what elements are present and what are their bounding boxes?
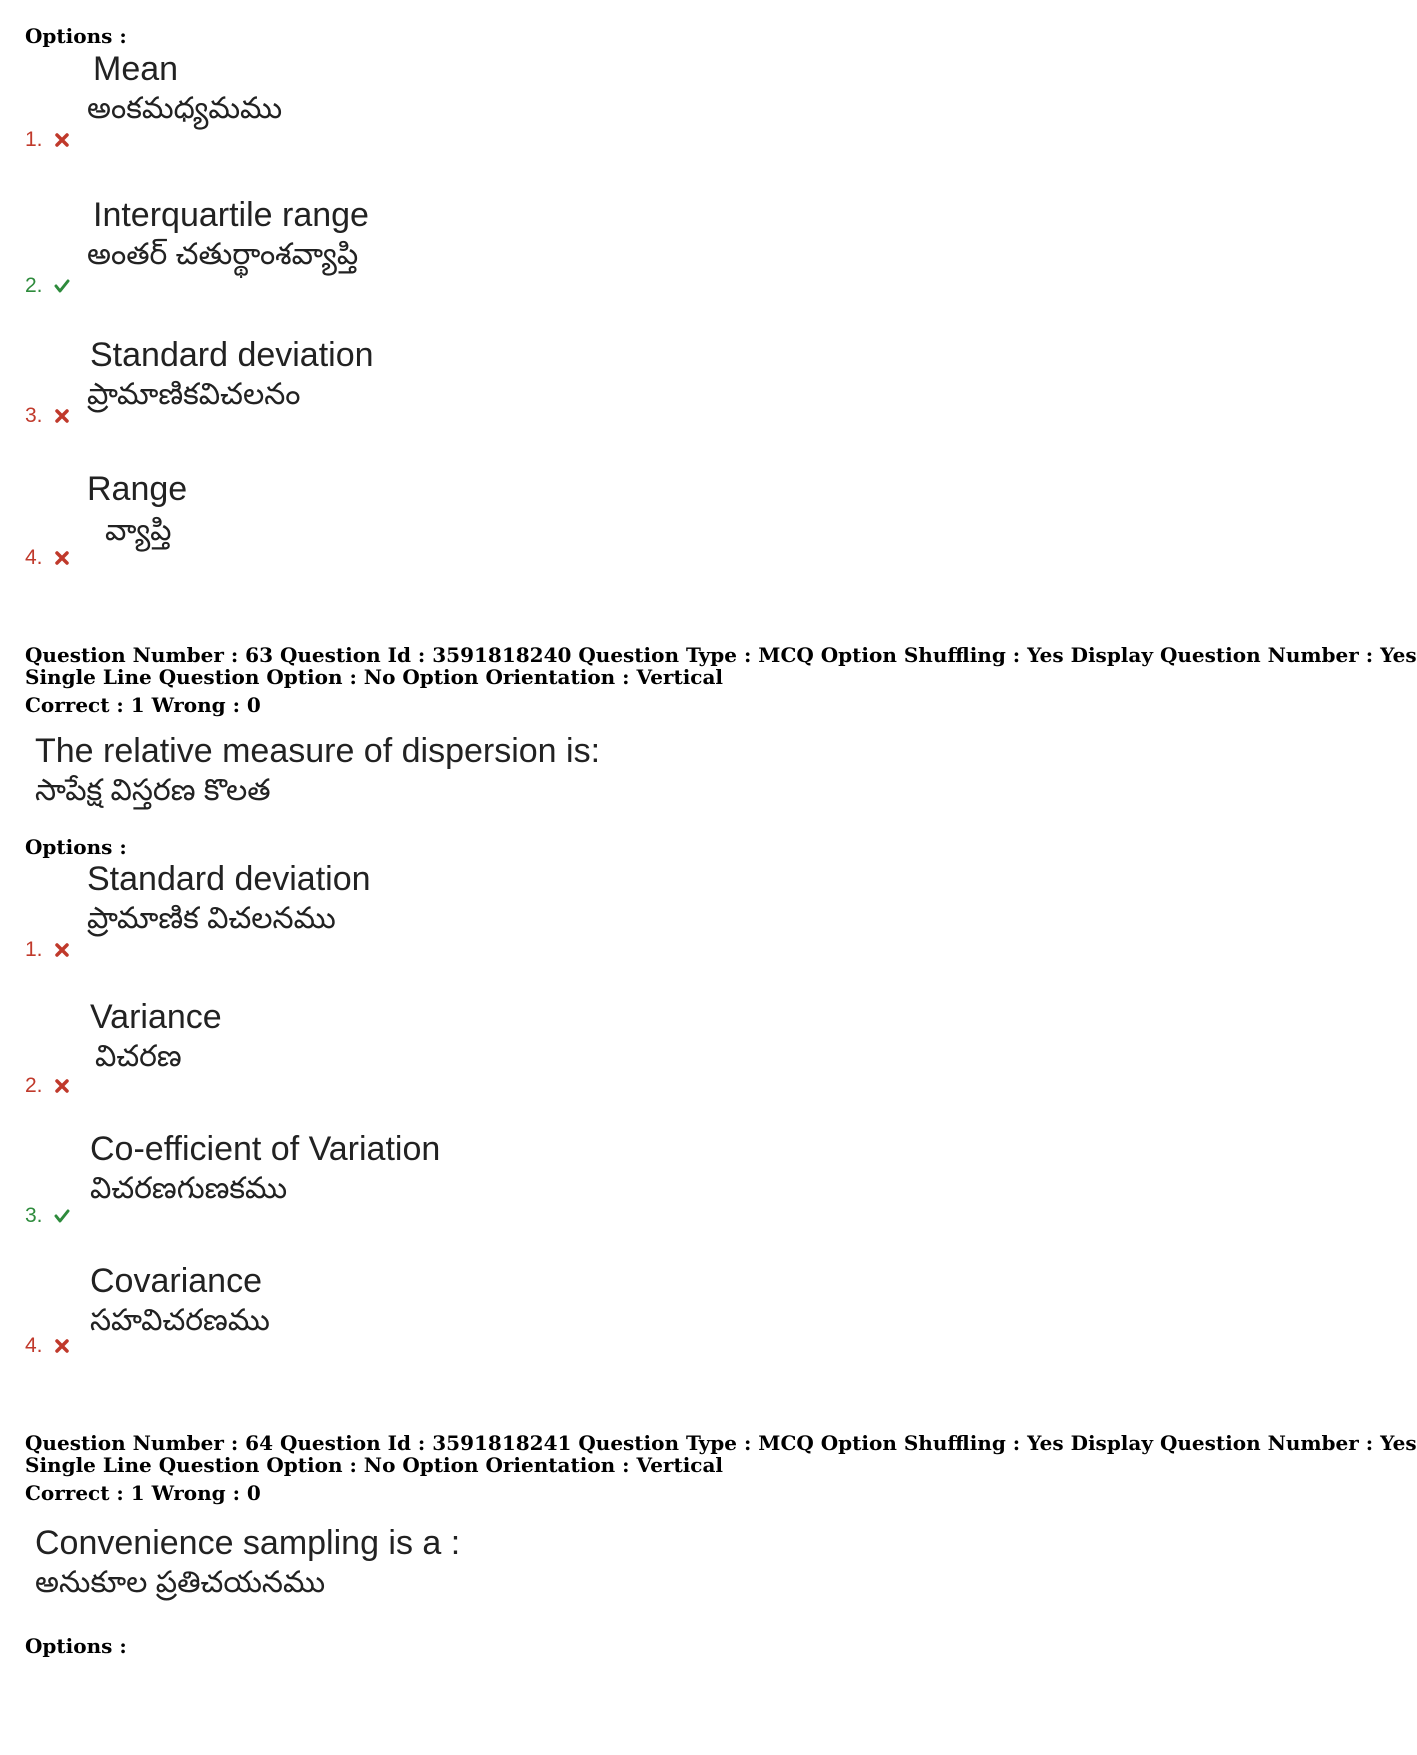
- q63-option-4-number: [25, 1334, 70, 1358]
- q64-question-english: Convenience sampling is a :: [35, 1524, 461, 1562]
- q64-meta-line-2: Single Line Question Option : No Option Orientation : Vertical: [25, 1453, 724, 1477]
- option-number-label: 1.: [25, 128, 43, 151]
- q63-option-2-number: [25, 1074, 70, 1098]
- option-1-english: Mean: [93, 50, 179, 88]
- option-1-telugu: అంకమధ్యమము: [87, 92, 283, 125]
- q63-option-1-number: [25, 938, 70, 962]
- option-number-label: 3.: [25, 404, 43, 427]
- q63-question-telugu: సాపేక్ష విస్తరణ కొలత: [35, 774, 271, 807]
- option-2-telugu: అంతర్ చతుర్థాంశవ్యాప్తి: [87, 238, 359, 271]
- checkmark-icon: [54, 278, 70, 294]
- q63-option-2-telugu: విచరణ: [95, 1040, 182, 1073]
- q63-option-4-telugu: సహవిచరణము: [90, 1304, 270, 1337]
- wrong-icon: [54, 942, 70, 958]
- q63-option-1-english: Standard deviation: [87, 860, 371, 898]
- q63-option-3-telugu: విచరణగుణకము: [90, 1172, 288, 1205]
- wrong-icon: [54, 408, 70, 424]
- option-number-label: 4.: [25, 546, 43, 569]
- option-4-number: [25, 546, 70, 570]
- options-label: Options :: [25, 24, 127, 48]
- option-3-number: [25, 404, 70, 428]
- option-1-number: [25, 128, 70, 152]
- q63-option-3-english: Co-efficient of Variation: [90, 1130, 441, 1168]
- q63-option-3-number: [25, 1204, 70, 1228]
- q63-meta-line-2: Single Line Question Option : No Option Orientation : Vertical: [25, 665, 724, 689]
- option-number-label: 3.: [25, 1204, 43, 1227]
- wrong-icon: [54, 550, 70, 566]
- options-label: Options :: [25, 1634, 127, 1658]
- q64-meta-line-1: Question Number : 64 Question Id : 3591818241 Question Type : MCQ Option Shuffling : Yes Display Question Number : Yes: [25, 1431, 1417, 1455]
- option-4-english: Range: [87, 470, 188, 508]
- wrong-icon: [54, 1338, 70, 1354]
- options-label: Options :: [25, 835, 127, 859]
- q63-meta-line-1: Question Number : 63 Question Id : 3591818240 Question Type : MCQ Option Shuffling : Yes Display Question Number : Yes: [25, 643, 1417, 667]
- option-3-english: Standard deviation: [90, 336, 374, 374]
- q63-option-1-telugu: ప్రామాణిక విచలనము: [87, 902, 336, 935]
- q64-question-telugu: అనుకూల ప్రతిచయనము: [35, 1566, 326, 1599]
- option-number-label: 2.: [25, 274, 43, 297]
- q64-correct-wrong: Correct : 1 Wrong : 0: [25, 1481, 261, 1505]
- q63-question-english: The relative measure of dispersion is:: [35, 732, 601, 770]
- q63-option-4-english: Covariance: [90, 1262, 262, 1300]
- option-number-label: 1.: [25, 938, 43, 961]
- q63-option-2-english: Variance: [90, 998, 222, 1036]
- wrong-icon: [54, 132, 70, 148]
- option-3-telugu: ప్రామాణికవిచలనం: [87, 378, 301, 411]
- checkmark-icon: [54, 1208, 70, 1224]
- option-number-label: 4.: [25, 1334, 43, 1357]
- option-number-label: 2.: [25, 1074, 43, 1097]
- option-2-english: Interquartile range: [93, 196, 369, 234]
- q63-correct-wrong: Correct : 1 Wrong : 0: [25, 693, 261, 717]
- wrong-icon: [54, 1078, 70, 1094]
- option-4-telugu: వ్యాప్తి: [105, 514, 172, 547]
- option-2-number: [25, 274, 70, 298]
